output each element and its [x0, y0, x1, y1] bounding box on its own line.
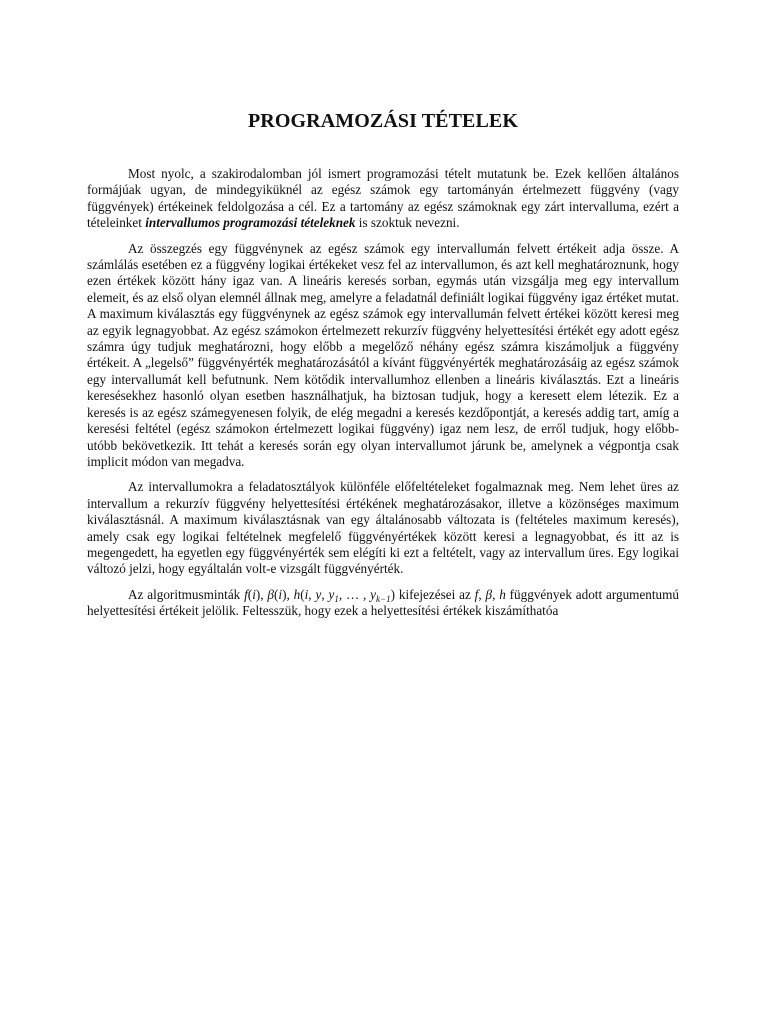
notation-beta-arg: i: [278, 586, 283, 602]
paragraph-intro-emphasis: intervallumos programozási tételeknek: [145, 215, 356, 231]
notation-list-beta: β: [485, 586, 493, 602]
notation-f-close: ),: [255, 586, 268, 602]
paragraph-intro: [87, 166, 679, 232]
notation-beta-close: ),: [282, 586, 294, 602]
document-body: [87, 108, 679, 629]
notation-h-arg-y1-sub: 1: [334, 593, 339, 604]
notation-list-f: f: [474, 586, 479, 602]
notation-h-sep-3: , … ,: [338, 586, 371, 602]
notation-h-open: (: [300, 586, 305, 602]
notation-list-sep-1: ,: [478, 586, 486, 602]
notation-f: f: [244, 586, 248, 602]
notation-h-arg-i: i: [304, 586, 309, 602]
notation-h-sep-2: ,: [321, 586, 329, 602]
notation-h-sep-1: ,: [308, 586, 316, 602]
notation-h-arg-y: y: [315, 586, 322, 602]
paragraph-theorems: Az összegzés egy függvénynek az egész számok egy intervallumán felvett értékeit adja össze. A számlálás esetében ez a függvény logikai értékeket vesz fel az intervallumon, és azt kell meghatároznunk, hogy ezen értékek között hány igaz van. A lineáris keresés sorban, egymás után vizsgálja meg egy intervallum elemeit, és az első olyan elemnél állnak meg, amelyre a feladatnál definiált logikai függvény igaz értéket mutat. A maximum kiválasztás egy függvénynek az egész számok egy intervallumán felvett értékei között keresi meg az egyik legnagyobbat. Az egész számokon értelmezett rekurzív függvény helyettesítési értékét egy adott egész számra úgy tudjuk meghatározni, hogy előbb a megelőző néhány egész számra kiszámoljuk a függvény értékeit. A „legelső” függvényérték meghatározásától a kívánt függvényérték meghatározásáig az egész számok egy intervallumát kell befutnunk. Nem kötődik intervallumhoz ellenben a lineáris kiválasztás. Ezt a lineáris keresésekhez hasonló olyan esetben használhatjuk, ha biztosan tudjuk, hogy a keresett elem létezik. Ez a keresés is az egész számegyenesen folyik, de elég megadni a keresés kezdőpontját, a keresés addig tart, amíg a keresési feltétel (egész számokon értelmezett logikai függvény) igaz nem lesz, de erről tudjuk, hogy előbb-utóbb bekövetkezik. Itt tehát a keresés során egy olyan intervallumot járunk be, amelynek a végpontja csak implicit módon van megadva.: [87, 240, 679, 469]
notation-h-arg-yk: y: [370, 586, 377, 602]
notation-list-sep-2: ,: [492, 586, 500, 602]
notation-beta-open: (: [274, 586, 279, 602]
notation-tail: függvények adott argumentumú helyettesítési értékeit jelölik. Feltesszük, hogy ezek a helyettesítési értékek kiszámíthatóa: [87, 586, 679, 619]
notation-h-close: ): [390, 586, 396, 602]
notation-h-arg-yk-sub: k−1: [376, 593, 391, 604]
notation-lead: Az algoritmusminták: [128, 586, 245, 602]
notation-f-open: (: [247, 586, 253, 602]
page-title: PROGRAMOZÁSI TÉTELEK: [247, 110, 519, 132]
paragraph-intro-ending: is szoktuk nevezni.: [355, 215, 460, 231]
notation-h: h: [293, 586, 301, 602]
paragraph-intro-text: Most nyolc, a szakirodalomban jól ismert programozási tételt mutatunk be. Ezek kellően általános formájúak ugyan, de mindegyiküknél az egész számok egy tartományán értelmezett függvény (vagy függvények) értékeinek feldolgozása a cél. Ez a tartomány az egész számoknak egy zárt intervalluma, ezért a tételeinket: [87, 166, 679, 231]
notation-mid: kifejezései az: [395, 586, 475, 602]
notation-h-arg-y1: y: [328, 586, 335, 602]
paragraph-preconditions: Az intervallumokra a feladatosztályok különféle előfeltételeket fogalmaznak meg. Nem lehet üres az intervallum a rekurzív függvény helyettesítési értékének meghatározásakor, illetve a közönséges maximum kiválasztásnál. A maximum kiválasztásnak van egy általánosabb változata is (feltételes maximum keresés), amely csak egy logikai feltételnek megfelelő függvényértékek között keresi a legnagyobbat, és itt az is megengedett, ha egyetlen egy függvényérték sem elégíti ki ezt a feltételt, vagy az intervallum üres. Egy logikai változó jelzi, hogy egyáltalán volt-e vizsgált függvényérték.: [87, 479, 679, 577]
paragraph-notation: [87, 587, 679, 620]
notation-beta: β: [267, 586, 274, 602]
notation-list-h: h: [499, 586, 506, 602]
notation-f-arg: i: [252, 586, 256, 602]
